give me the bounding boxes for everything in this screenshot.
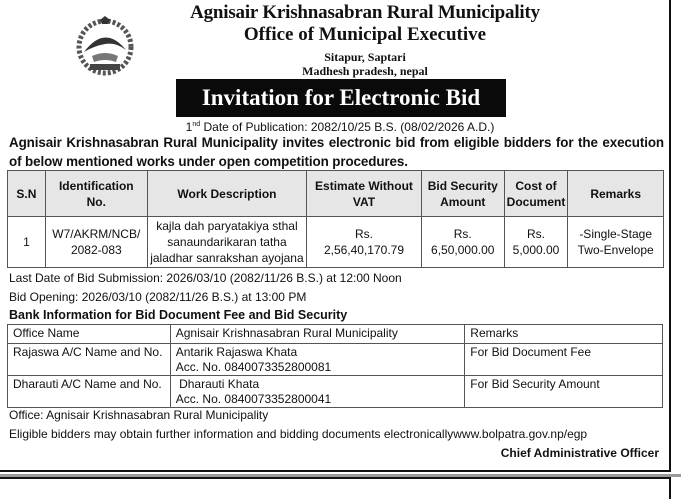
publication-text: Date of Publication: 2082/10/25 B.S. (08/02/2026 A.D.) <box>200 120 495 134</box>
header-estimate: Estimate Without VAT <box>307 171 422 217</box>
address-line-1: Sitapur, Saptari <box>324 50 406 64</box>
remarks-line: -Single-Stage <box>579 227 653 241</box>
bank-table <box>7 324 663 408</box>
amount-value: 5,000.00 <box>512 243 560 257</box>
footer-info: Eligible bidders may obtain further information and bidding documents electronicallywww.bolpatra.gov.np/egp <box>9 427 588 441</box>
bid-table <box>7 170 664 268</box>
desc-line: kajla dah paryatakiya sthal <box>156 219 298 233</box>
account-number: Acc. No. 0840073352800041 <box>175 392 332 406</box>
header-sn: S.N <box>8 171 46 217</box>
bank-row <box>8 325 663 344</box>
cell-work-description <box>147 217 306 268</box>
amount-value: 2,56,40,170.79 <box>323 243 405 257</box>
table-header-row <box>8 171 664 217</box>
bank-value <box>170 344 465 376</box>
account-number: Acc. No. 0840073352800081 <box>175 360 332 374</box>
intro-paragraph: Agnisair Krishnasabran Rural Municipality invites electronic bid from eligible bidders for the execution of below mentioned works under open competition procedures. <box>9 135 664 169</box>
table-row <box>8 217 664 268</box>
header-cost-document: Cost of Document <box>504 171 568 217</box>
id-line: W7/AKRM/NCB/ <box>52 227 141 241</box>
amount-value: 6,50,000.00 <box>431 243 495 257</box>
account-name: Dharauti Khata <box>175 377 260 391</box>
bank-info-title: Bank Information for Bid Document Fee and Bid Security <box>9 308 348 322</box>
cell-identification <box>45 217 147 268</box>
bank-value: Agnisair Krishnasabran Rural Municipality <box>170 325 465 344</box>
bank-row <box>8 344 663 376</box>
currency-label: Rs. <box>527 227 545 241</box>
cell-bid-security <box>421 217 504 268</box>
desc-line: jaladhar sanrakshan ayojana <box>150 251 304 265</box>
ordinal-number: 1 <box>185 120 193 134</box>
next-notice-edge <box>0 477 671 499</box>
account-name: Antarik Rajaswa Khata <box>175 345 298 359</box>
id-line: 2082-083 <box>70 243 122 257</box>
bank-remarks: For Bid Document Fee <box>465 344 663 376</box>
bank-row <box>8 376 663 408</box>
desc-line: sanaundarikaran tatha <box>167 235 287 249</box>
address-line-2: Madhesh pradesh, nepal <box>302 64 428 78</box>
bank-label: Rajaswa A/C Name and No. <box>8 344 171 376</box>
bank-remarks: Remarks <box>465 325 663 344</box>
bank-label: Office Name <box>8 325 171 344</box>
bank-label: Dharauti A/C Name and No. <box>8 376 171 408</box>
bank-value <box>170 376 465 408</box>
cell-estimate <box>307 217 422 268</box>
currency-label: Rs. <box>453 227 472 241</box>
bid-opening-date: Bid Opening: 2026/03/10 (2082/11/26 B.S.) at 13:00 PM <box>9 290 307 304</box>
remarks-line: Two-Envelope <box>577 243 654 257</box>
cell-sn: 1 <box>8 217 46 268</box>
footer-office: Office: Agnisair Krishnasabran Rural Municipality <box>9 408 269 422</box>
header-bid-security: Bid Security Amount <box>421 171 504 217</box>
header-work-description: Work Description <box>147 171 306 217</box>
notice-banner: Invitation for Electronic Bid <box>176 79 506 117</box>
municipality-title: Agnisair Krishnasabran Rural Municipality <box>190 2 540 23</box>
cell-cost-document <box>504 217 568 268</box>
bank-remarks: For Bid Security Amount <box>465 376 663 408</box>
ordinal-suffix: nd <box>192 121 201 128</box>
currency-label: Rs. <box>354 227 373 241</box>
office-subtitle: Office of Municipal Executive <box>243 24 487 45</box>
last-submission-date: Last Date of Bid Submission: 2026/03/10 (2082/11/26 B.S.) at 12:00 Noon <box>9 271 402 285</box>
signatory: Chief Administrative Officer <box>500 446 659 460</box>
header-remarks: Remarks <box>568 171 664 217</box>
cell-remarks <box>568 217 664 268</box>
header-identification: Identification No. <box>45 171 147 217</box>
